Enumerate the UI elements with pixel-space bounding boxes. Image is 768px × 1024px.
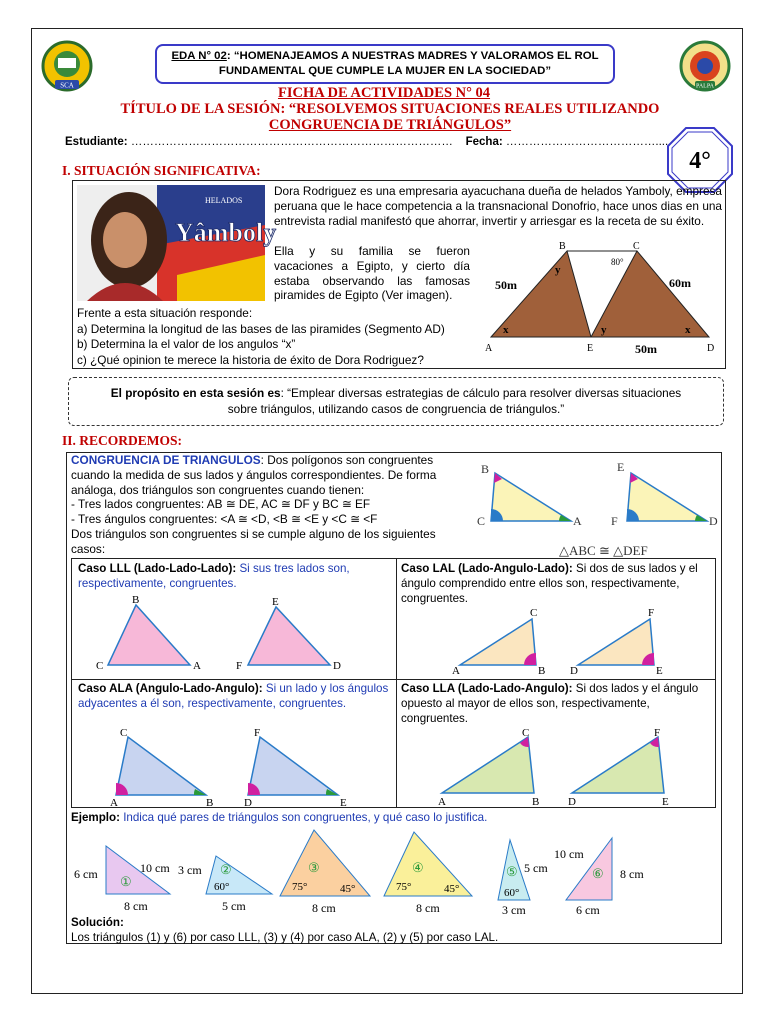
congruent-triangles-figure [471, 459, 721, 559]
session-title [60, 101, 720, 133]
congruence-statement: △ABC ≅ △DEF [559, 543, 648, 558]
case-lal-desc: Si dos de sus lados y el ángulo comprendido entre ellos son, respectivamente, congruentes. [401, 562, 698, 605]
t3-side-c: 8 cm [312, 901, 336, 915]
date-label: Fecha: [465, 136, 503, 148]
fig-y2: y [601, 324, 607, 336]
definition-cases: Dos triángulos son congruentes si se cumple alguno de los siguientes casos: [71, 526, 436, 556]
eda-text-1: : “HOMENAJEAMOS A NUESTRAS MADRES Y VALORAMOS EL ROL [226, 50, 599, 62]
t4-angle-2: 45° [444, 883, 460, 895]
proposito-text: : “Emplear diversas estrategias de cálculo para resolver diversas situaciones sobre triángulos, utilizando casos de congruencia de triángulos.” [227, 386, 682, 416]
ala-E: E [340, 797, 347, 809]
ejemplo-triangles [70, 826, 720, 916]
t2-number: ② [220, 862, 232, 877]
fig-angle: 80° [611, 257, 624, 267]
question-a: a) Determina la longitud de las bases de las piramides (Segmento AD) [77, 321, 445, 336]
t6-side-c: 6 cm [576, 903, 600, 917]
case-lll-text [78, 561, 390, 591]
lll-E: E [272, 596, 279, 608]
fig-side-50m: 50m [495, 278, 517, 292]
case-lal-text [401, 561, 713, 606]
t2-side-c: 5 cm [222, 899, 246, 913]
session-title-line1: TÍTULO DE LA SESIÓN: “RESOLVEMOS SITUACIONES REALES UTILIZANDO [120, 101, 660, 117]
lll-F: F [236, 660, 243, 672]
fig-D: D [707, 343, 715, 354]
definition-sides: - Tres lados congruentes: AB ≅ DE, AC ≅ DF y BC ≅ EF [71, 497, 371, 512]
ala-C: C [120, 727, 128, 739]
fig-y1: y [555, 264, 561, 276]
lla-A: A [438, 796, 446, 808]
case-lla-text [401, 681, 713, 726]
ejemplo-line [71, 810, 716, 825]
t1-side-b: 10 cm [140, 861, 170, 875]
pyramids-figure [479, 239, 725, 357]
case-lll-figure [92, 593, 382, 675]
ala-F: F [254, 727, 261, 739]
solucion-block [71, 915, 716, 945]
ejemplo-label: Ejemplo: [71, 811, 120, 824]
t1-side-c: 8 cm [124, 899, 148, 913]
case-lll-desc: Si sus tres lados son, respectivamente, congruentes. [78, 562, 350, 590]
case-lla-figure [438, 727, 698, 809]
lal-C: C [530, 607, 538, 619]
definition-text: : Dos polígonos son congruentes cuando la medida de sus lados y ángulos correspondientes. De forma análoga, dos triángulos son congruentes cuando tienen: [71, 453, 437, 497]
case-ala-figure [102, 727, 392, 809]
t2-side-a: 3 cm [178, 863, 202, 877]
top-tri-E: E [617, 460, 625, 474]
logo-left-text: SCA [60, 81, 74, 90]
eda-label: EDA N° 02 [171, 50, 227, 62]
definition-angles: - Tres ángulos congruentes: <A ≅ <D, <B ≅ <E y <C ≅ <F [71, 512, 378, 527]
lll-B: B [132, 594, 140, 606]
student-line [65, 136, 671, 148]
fig-base-50m: 50m [635, 342, 657, 356]
lla-D: D [568, 796, 576, 808]
solucion-text: Los triángulos (1) y (6) por caso LLL, (3) y (4) por caso ALA, (2) y (5) por caso LAL. [71, 931, 499, 944]
question-c: c) ¿Qué opinion te merece la historia de éxito de Dora Rodriguez? [77, 352, 424, 367]
ejemplo-text: Indica qué pares de triángulos son congruentes, y qué caso lo justifica. [119, 811, 488, 824]
t5-side-c: 3 cm [502, 903, 526, 917]
top-tri-B: B [481, 462, 490, 476]
fig-E: E [587, 343, 594, 354]
fig-B: B [559, 241, 566, 252]
ala-A: A [110, 797, 118, 809]
proposito-label: El propósito en esta sesión es [110, 386, 281, 400]
t4-side-c: 8 cm [416, 901, 440, 915]
t5-side-b: 5 cm [524, 861, 548, 875]
case-lal-figure [452, 607, 682, 677]
lal-B: B [538, 665, 546, 677]
eda-text-2: FUNDAMENTAL QUE CUMPLE LA MUJER EN LA SOCIEDAD” [218, 65, 552, 77]
t2-angle: 60° [214, 881, 230, 893]
ala-D: D [244, 797, 252, 809]
situacion-p1: Dora Rodriguez es una empresaria ayacuchana dueña de helados Yamboly, empresa peruana que le hace competencia a la transnacional Donofrio, hace unos dias en una entrevista radial manifestó que ahorrar, invertir y arriesgar es la receta de su éxito. [274, 184, 722, 228]
solucion-label: Solución: [71, 916, 124, 929]
t5-angle: 60° [504, 887, 520, 899]
top-tri-D: D [709, 514, 718, 528]
t4-angle-1: 75° [396, 881, 412, 893]
lal-E: E [656, 665, 663, 677]
photo-dora-rodriguez [77, 185, 277, 301]
lal-F: F [648, 607, 655, 619]
case-lla-title: Caso LLA (Lado-Lado-Angulo): [401, 682, 573, 695]
student-label: Estudiante: [65, 136, 128, 148]
fig-x2: x [685, 324, 691, 336]
brand-logo: Yâmboly [175, 218, 277, 247]
top-tri-F: F [611, 514, 618, 528]
case-ala-desc: Si un lado y los ángulos adyacentes a él son, respectivamente, congruentes. [78, 682, 389, 710]
t5-number: ⑤ [506, 864, 518, 879]
lla-B: B [532, 796, 540, 808]
fig-A: A [485, 343, 493, 354]
t6-side-b: 8 cm [620, 867, 644, 881]
fig-C: C [633, 241, 640, 252]
fig-side-60m: 60m [669, 276, 691, 290]
t6-number: ⑥ [592, 866, 604, 881]
fig-x1: x [503, 324, 509, 336]
t3-angle-1: 75° [292, 881, 308, 893]
t6-side-a: 10 cm [554, 847, 584, 861]
ficha-title: FICHA DE ACTIVIDADES N° 04 [277, 85, 491, 101]
ala-B: B [206, 797, 214, 809]
question-b: b) Determina la el valor de los angulos “x” [77, 337, 296, 351]
case-lll-title: Caso LLL (Lado-Lado-Lado): [78, 562, 237, 575]
lll-D: D [333, 660, 341, 672]
case-lla-desc: Si dos lados y el ángulo opuesto al mayor de ellos son, respectivamente, congruentes. [401, 682, 699, 725]
proposito-box [68, 377, 724, 426]
cases-grid [71, 558, 716, 808]
student-field[interactable]: ………………………………………………………………………… [130, 136, 453, 148]
cases-divider-h [72, 679, 715, 680]
definition [71, 453, 447, 557]
t3-number: ③ [308, 860, 320, 875]
lla-C: C [522, 727, 530, 739]
brand-top: HELADOS [205, 196, 243, 205]
case-lal-title: Caso LAL (Lado-Angulo-Lado): [401, 562, 573, 575]
t4-number: ④ [412, 860, 424, 875]
situacion-p2: Ella y su familia se fueron vacaciones a Egipto, y cierto día estaba observando las famosas piramides de Egipto (Ver imagen). [274, 244, 470, 303]
lll-C: C [96, 660, 104, 672]
lla-F: F [654, 727, 661, 739]
case-ala-title: Caso ALA (Angulo-Lado-Angulo): [78, 682, 263, 695]
lal-D: D [570, 665, 578, 677]
top-tri-A: A [573, 514, 582, 528]
question-intro: Frente a esta situación responde: [77, 306, 253, 320]
logo-right-text: PALPA [696, 83, 714, 90]
lal-A: A [452, 665, 460, 677]
lll-A: A [193, 660, 201, 672]
t3-angle-2: 45° [340, 883, 356, 895]
grade-text: 4° [689, 148, 711, 174]
situacion-box [72, 180, 726, 369]
section-recordemos-heading: II. RECORDEMOS: [62, 433, 183, 448]
top-tri-C: C [477, 514, 486, 528]
cases-divider-v [396, 559, 397, 807]
questions [77, 306, 477, 368]
definition-title: CONGRUENCIA DE TRIANGULOS [71, 453, 261, 467]
date-field[interactable]: …………………………………..... [505, 136, 672, 148]
eda-box [155, 44, 615, 84]
t1-side-a: 6 cm [74, 867, 98, 881]
lla-E: E [662, 796, 669, 808]
section-situacion-heading: I. SITUACIÓN SIGNIFICATIVA: [62, 163, 261, 178]
case-ala-text [78, 681, 390, 711]
session-title-line2: CONGRUENCIA DE TRIÁNGULOS” [268, 117, 512, 133]
t1-number: ① [120, 874, 132, 889]
